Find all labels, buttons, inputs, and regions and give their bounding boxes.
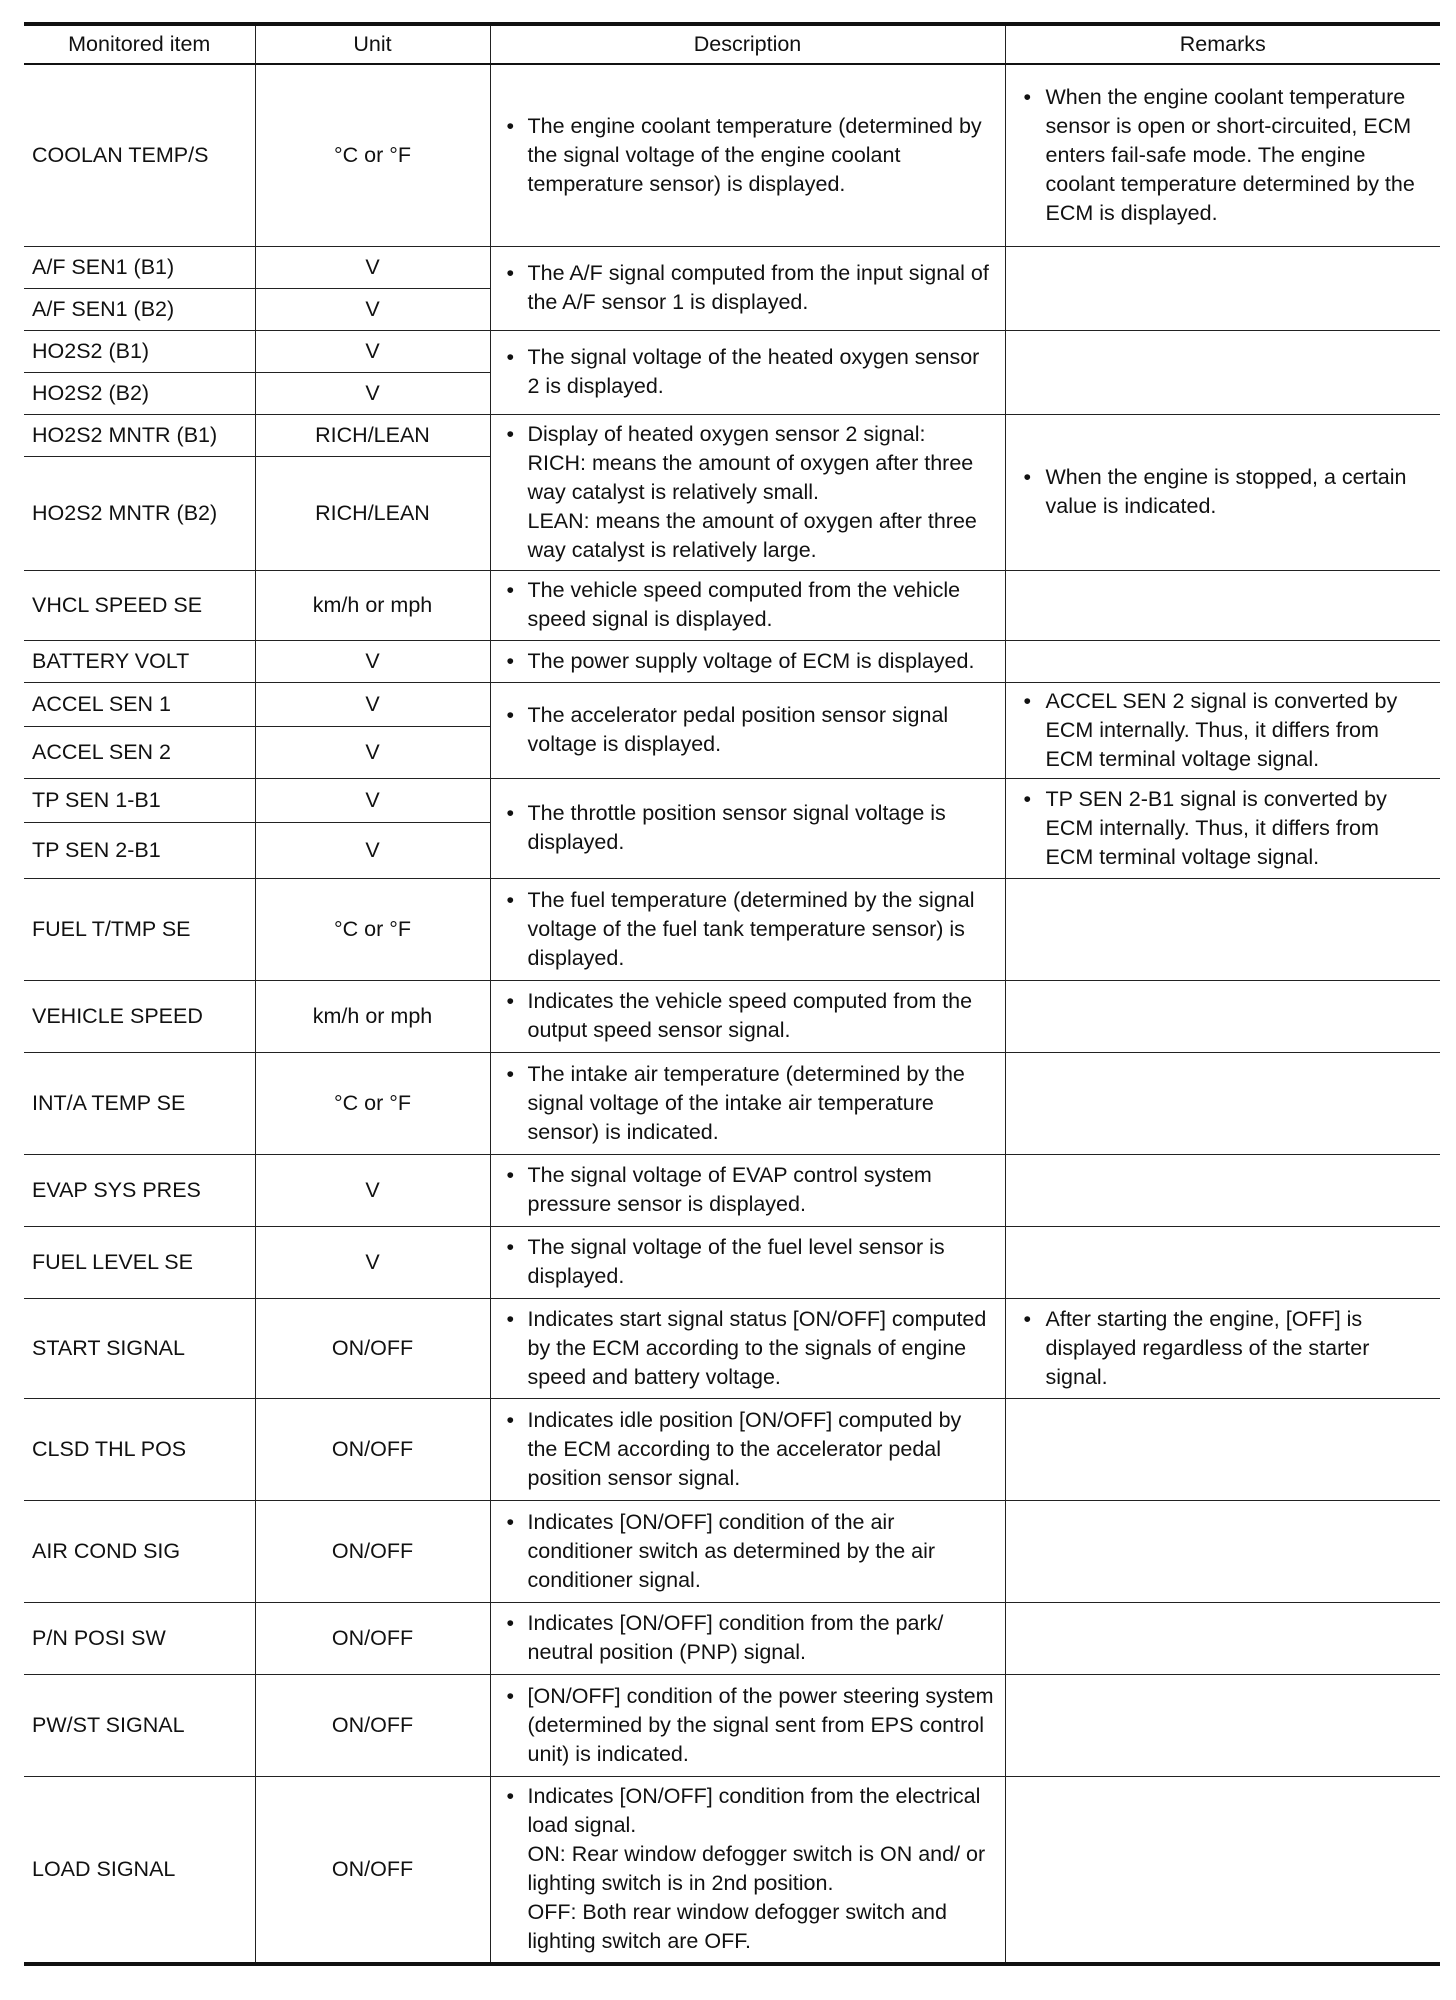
unit-cell: V <box>255 372 490 414</box>
description-text: • The engine coolant temperature (determined by the signal voltage of the engine coolant temperature sensor) is displayed. <box>499 112 997 199</box>
table-row <box>24 1674 1440 1776</box>
item-cell: EVAP SYS PRES <box>24 1154 255 1226</box>
remarks-text: • ACCEL SEN 2 signal is converted by ECM internally. Thus, it differs from ECM terminal voltage signal. <box>1014 687 1433 774</box>
description-text: • The power supply voltage of ECM is displayed. <box>499 647 997 676</box>
description-cell <box>490 1298 1005 1398</box>
description-text: • The intake air temperature (determined by the signal voltage of the intake air temperature sensor) is indicated. <box>499 1060 997 1147</box>
unit-cell: ON/OFF <box>255 1776 490 1964</box>
item-cell: HO2S2 (B1) <box>24 330 255 372</box>
remarks-cell <box>1005 1674 1440 1776</box>
description-cell <box>490 414 1005 570</box>
item-cell: BATTERY VOLT <box>24 640 255 682</box>
remarks-text: • TP SEN 2-B1 signal is converted by ECM internally. Thus, it differs from ECM terminal voltage signal. <box>1014 785 1433 872</box>
description-cell <box>490 1776 1005 1964</box>
unit-cell: °C or °F <box>255 64 490 246</box>
unit-cell: °C or °F <box>255 878 490 980</box>
remarks-cell <box>1005 1776 1440 1964</box>
table-row <box>24 878 1440 980</box>
remarks-cell <box>1005 64 1440 246</box>
table-row <box>24 1226 1440 1298</box>
remarks-text: • After starting the engine, [OFF] is displayed regardless of the starter signal. <box>1014 1305 1433 1392</box>
remarks-text: • When the engine coolant temperature sensor is open or short-circuited, ECM enters fail-safe mode. The engine coolant temperature determined by the ECM is displayed. <box>1014 83 1433 228</box>
remarks-cell <box>1005 414 1440 570</box>
description-cell <box>490 1602 1005 1674</box>
description-text: • [ON/OFF] condition of the power steering system (determined by the signal sent from EPS control unit) is indicated. <box>499 1682 997 1769</box>
item-cell: CLSD THL POS <box>24 1398 255 1500</box>
description-line: • Indicates [ON/OFF] condition from the electrical load signal. <box>527 1784 981 1838</box>
header-remarks: Remarks <box>1005 24 1440 64</box>
description-cell <box>490 1226 1005 1298</box>
item-cell: FUEL T/TMP SE <box>24 878 255 980</box>
item-cell: VHCL SPEED SE <box>24 570 255 640</box>
unit-cell: V <box>255 682 490 726</box>
table-row <box>24 1154 1440 1226</box>
item-cell: COOLAN TEMP/S <box>24 64 255 246</box>
description-cell <box>490 640 1005 682</box>
item-cell: ACCEL SEN 1 <box>24 682 255 726</box>
table-row <box>24 330 1440 372</box>
remarks-cell <box>1005 570 1440 640</box>
unit-cell: ON/OFF <box>255 1298 490 1398</box>
description-cell <box>490 1674 1005 1776</box>
header-unit: Unit <box>255 24 490 64</box>
description-text: • Indicates idle position [ON/OFF] computed by the ECM according to the accelerator pedal position sensor signal. <box>499 1406 997 1493</box>
unit-cell: V <box>255 1154 490 1226</box>
description-text: • Indicates start signal status [ON/OFF] computed by the ECM according to the signals of engine speed and battery voltage. <box>499 1305 997 1392</box>
description-cell <box>490 1154 1005 1226</box>
unit-cell: V <box>255 288 490 330</box>
table-row <box>24 640 1440 682</box>
description-cell <box>490 64 1005 246</box>
table-row <box>24 1776 1440 1964</box>
description-text: • The fuel temperature (determined by the signal voltage of the fuel tank temperature sensor) is displayed. <box>499 886 997 973</box>
description-text: • The accelerator pedal position sensor signal voltage is displayed. <box>499 701 997 759</box>
unit-cell: ON/OFF <box>255 1398 490 1500</box>
table-row <box>24 1298 1440 1398</box>
item-cell: A/F SEN1 (B1) <box>24 246 255 288</box>
description-cell <box>490 246 1005 330</box>
remarks-cell <box>1005 1298 1440 1398</box>
item-cell: LOAD SIGNAL <box>24 1776 255 1964</box>
table-row <box>24 1500 1440 1602</box>
description-cell <box>490 778 1005 878</box>
unit-cell: V <box>255 640 490 682</box>
description-cell <box>490 980 1005 1052</box>
unit-cell: km/h or mph <box>255 980 490 1052</box>
description-text: • The signal voltage of the heated oxygen sensor 2 is displayed. <box>499 343 997 401</box>
remarks-cell <box>1005 640 1440 682</box>
description-cell <box>490 1500 1005 1602</box>
remarks-cell <box>1005 1226 1440 1298</box>
description-text: • The throttle position sensor signal voltage is displayed. <box>499 799 997 857</box>
description-cell <box>490 1398 1005 1500</box>
description-text: • The A/F signal computed from the input signal of the A/F sensor 1 is displayed. <box>499 259 997 317</box>
table-row <box>24 246 1440 288</box>
description-cell <box>490 570 1005 640</box>
item-cell: INT/A TEMP SE <box>24 1052 255 1154</box>
remarks-cell <box>1005 246 1440 330</box>
description-cell <box>490 1052 1005 1154</box>
item-cell: A/F SEN1 (B2) <box>24 288 255 330</box>
remarks-cell <box>1005 682 1440 778</box>
item-cell: HO2S2 MNTR (B2) <box>24 456 255 570</box>
remarks-cell <box>1005 1052 1440 1154</box>
description-line: OFF: Both rear window defogger switch and lighting switch are OFF. <box>527 1900 947 1954</box>
remarks-cell <box>1005 1154 1440 1226</box>
unit-cell: V <box>255 822 490 878</box>
table-row <box>24 414 1440 456</box>
unit-cell: V <box>255 778 490 822</box>
unit-cell: V <box>255 330 490 372</box>
table-row <box>24 1052 1440 1154</box>
item-cell: VEHICLE SPEED <box>24 980 255 1052</box>
item-cell: ACCEL SEN 2 <box>24 726 255 778</box>
description-text: • The signal voltage of EVAP control system pressure sensor is displayed. <box>499 1161 997 1219</box>
header-description: Description <box>490 24 1005 64</box>
unit-cell: V <box>255 1226 490 1298</box>
item-cell: P/N POSI SW <box>24 1602 255 1674</box>
table-header-row <box>24 24 1440 64</box>
unit-cell: ON/OFF <box>255 1674 490 1776</box>
description-line: ON: Rear window defogger switch is ON and/ or lighting switch is in 2nd position. <box>527 1842 986 1896</box>
remarks-cell <box>1005 1398 1440 1500</box>
description-cell <box>490 330 1005 414</box>
item-cell: START SIGNAL <box>24 1298 255 1398</box>
unit-cell: ON/OFF <box>255 1500 490 1602</box>
unit-cell: km/h or mph <box>255 570 490 640</box>
remarks-cell <box>1005 778 1440 878</box>
unit-cell: °C or °F <box>255 1052 490 1154</box>
unit-cell: RICH/LEAN <box>255 414 490 456</box>
table-row <box>24 778 1440 822</box>
remarks-cell <box>1005 980 1440 1052</box>
item-cell: HO2S2 (B2) <box>24 372 255 414</box>
unit-cell: ON/OFF <box>255 1602 490 1674</box>
remarks-cell <box>1005 878 1440 980</box>
description-text: • The signal voltage of the fuel level sensor is displayed. <box>499 1233 997 1291</box>
item-cell: AIR COND SIG <box>24 1500 255 1602</box>
table-row <box>24 64 1440 246</box>
unit-cell: RICH/LEAN <box>255 456 490 570</box>
description-line: LEAN: means the amount of oxygen after three way catalyst is relatively large. <box>527 508 977 562</box>
description-text: • Indicates [ON/OFF] condition of the air conditioner switch as determined by the air conditioner signal. <box>499 1508 997 1595</box>
table-row <box>24 570 1440 640</box>
table-row <box>24 1398 1440 1500</box>
item-cell: PW/ST SIGNAL <box>24 1674 255 1776</box>
remarks-cell <box>1005 1500 1440 1602</box>
unit-cell: V <box>255 246 490 288</box>
remarks-text: • When the engine is stopped, a certain value is indicated. <box>1014 463 1433 521</box>
header-monitored-item: Monitored item <box>24 24 255 64</box>
item-cell: FUEL LEVEL SE <box>24 1226 255 1298</box>
description-cell <box>490 878 1005 980</box>
description-text <box>499 420 997 565</box>
unit-cell: V <box>255 726 490 778</box>
table-row <box>24 682 1440 726</box>
description-text: • The vehicle speed computed from the vehicle speed signal is displayed. <box>499 576 997 634</box>
remarks-cell <box>1005 330 1440 414</box>
remarks-cell <box>1005 1602 1440 1674</box>
description-text <box>499 1782 997 1956</box>
monitor-item-table <box>24 22 1440 1966</box>
description-text: • Indicates the vehicle speed computed from the output speed sensor signal. <box>499 987 997 1045</box>
description-text: • Indicates [ON/OFF] condition from the park/ neutral position (PNP) signal. <box>499 1609 997 1667</box>
item-cell: TP SEN 1-B1 <box>24 778 255 822</box>
description-line: • Display of heated oxygen sensor 2 signal: <box>527 421 926 446</box>
table-row <box>24 980 1440 1052</box>
table-row <box>24 1602 1440 1674</box>
description-cell <box>490 682 1005 778</box>
item-cell: TP SEN 2-B1 <box>24 822 255 878</box>
description-line: RICH: means the amount of oxygen after three way catalyst is relatively small. <box>527 450 974 504</box>
item-cell: HO2S2 MNTR (B1) <box>24 414 255 456</box>
